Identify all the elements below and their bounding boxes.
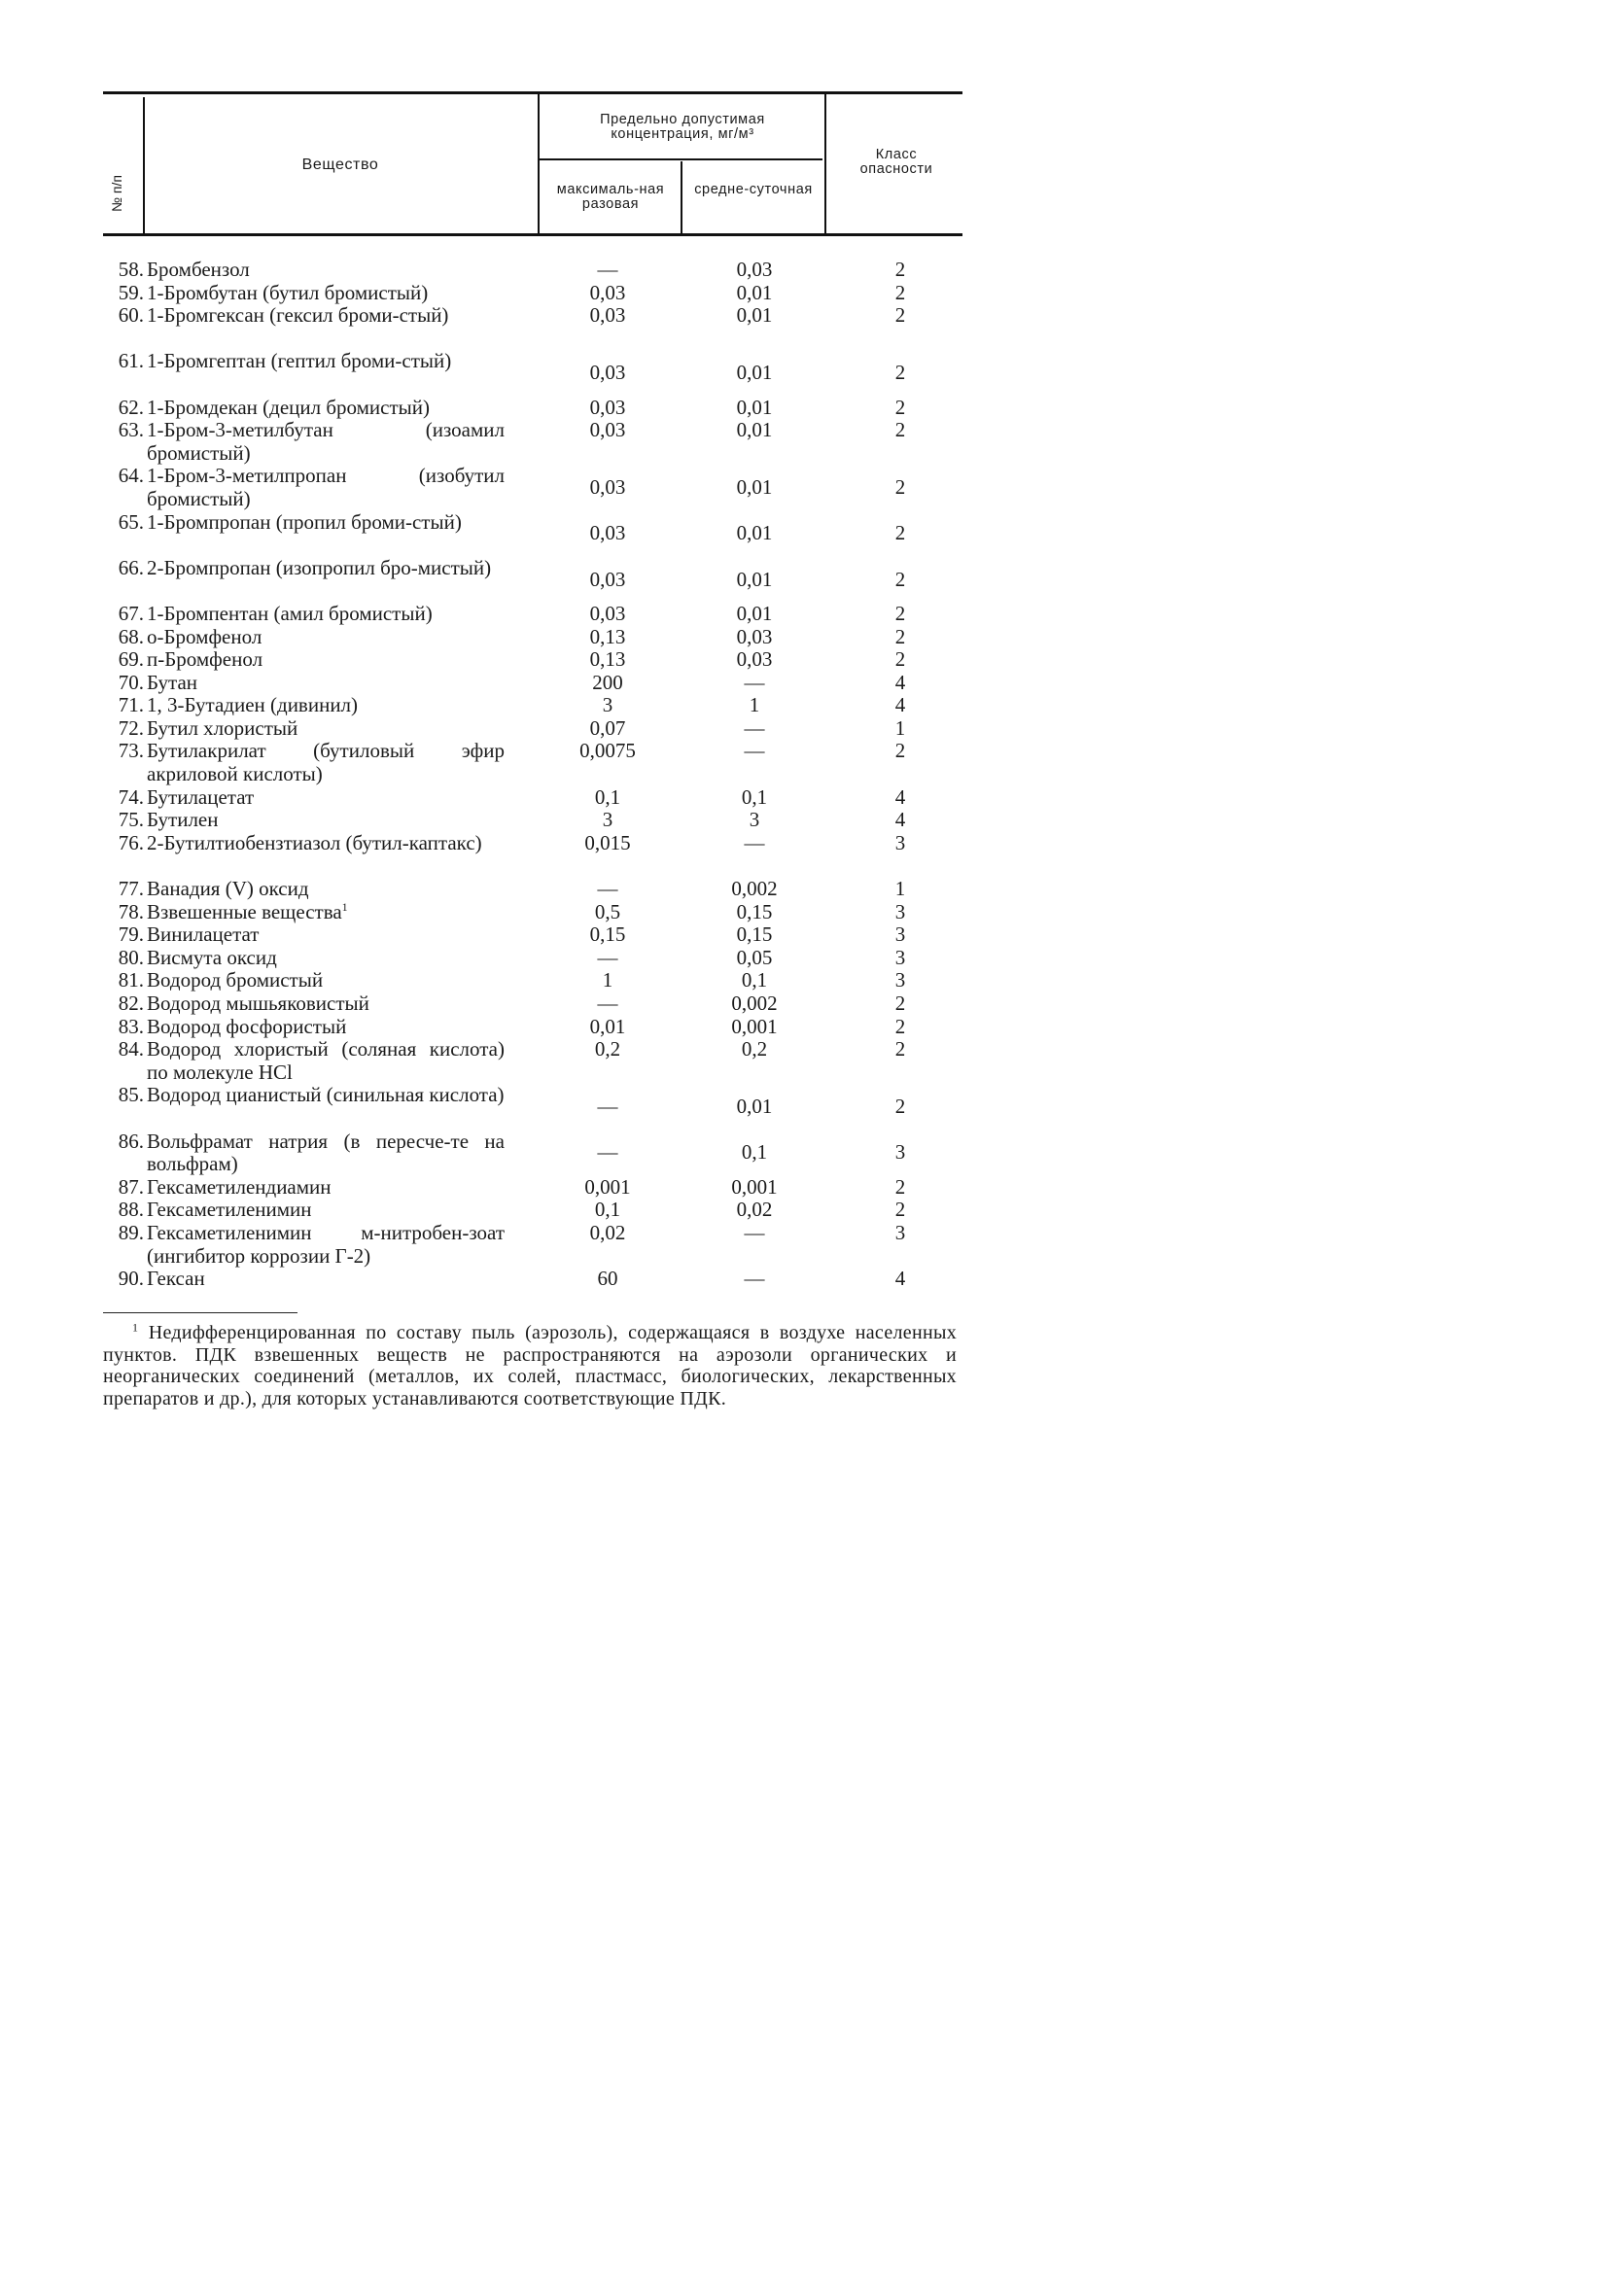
table-row [0, 786, 1073, 810]
row-number: 65. [118, 509, 144, 534]
hazard-class: 2 [894, 1174, 906, 1199]
daily-average-value: — [744, 1267, 765, 1291]
substance-name: 2-Бромпропан (изопропил бро-мистый) [147, 555, 492, 579]
table-row [0, 259, 1073, 282]
row-number: 78. [118, 899, 144, 923]
substance-name: Бромбензол [147, 258, 250, 281]
table-row [0, 397, 1073, 420]
substance-name: Гексаметиленимин м-нитробен-зоат (ингибитор коррозии Г-2) [147, 1220, 505, 1268]
daily-average-value: 0,01 [736, 1095, 773, 1119]
hazard-class: 3 [894, 1220, 906, 1244]
row-number: 77. [118, 877, 144, 901]
daily-average-value: 0,02 [736, 1198, 773, 1222]
row-number: 83. [118, 1014, 144, 1038]
hazard-class: 3 [894, 830, 906, 854]
substance-name: Взвешенные вещества$^1$ [147, 899, 348, 923]
header-col-class: Класс опасности [859, 147, 933, 177]
daily-average-value: 0,01 [736, 395, 773, 419]
row-number: 79. [118, 922, 144, 947]
daily-average-value: 0,001 [731, 1174, 778, 1199]
hazard-class: 2 [894, 647, 906, 672]
row-number: 80. [118, 945, 144, 969]
max-single-value: — [597, 877, 618, 901]
daily-average-value: — [744, 670, 765, 694]
hazard-class: 2 [894, 1095, 906, 1119]
footnote-text: Недифференцированная по составу пыль (аэрозоль), содержащаяся в воздухе населенных пунктов. ПДК взвешенных веществ не распространяются на аэрозоли органических и неорганических соединений (металлов, их солей, пластмасс, биологических, лекарственных препаратов и др.), для которых устанавливаются соответствующие ПДК. [103, 1322, 957, 1409]
max-single-value: — [597, 991, 618, 1015]
max-single-value: 0,03 [589, 303, 626, 328]
substance-name: Вольфрамат натрия (в пересче-те на вольфрам) [147, 1129, 505, 1176]
daily-average-value: 0,002 [731, 991, 778, 1015]
substance-name: Гексан [147, 1267, 205, 1291]
table-row [0, 717, 1073, 741]
hazard-class: 4 [894, 784, 906, 809]
header-col-pdk: Предельно допустимая концентрация, мг/м³ [600, 112, 765, 142]
substance-name: Винилацетат [147, 922, 260, 947]
substance-name: 1-Бромгептан (гептил броми-стый) [147, 349, 452, 373]
row-number: 66. [118, 555, 144, 579]
max-single-value: 3 [602, 693, 613, 717]
row-number: 88. [118, 1198, 144, 1222]
row-number: 86. [118, 1129, 144, 1153]
hazard-class: 2 [894, 258, 906, 281]
daily-average-value: 0,15 [736, 899, 773, 923]
max-single-value: 0,01 [589, 1014, 626, 1038]
substance-name: п-Бромфенол [147, 647, 263, 672]
table-row [0, 1131, 1073, 1176]
row-number: 60. [118, 303, 144, 328]
hazard-class: 4 [894, 808, 906, 832]
max-single-value: — [597, 1140, 618, 1165]
row-number: 72. [118, 715, 144, 740]
substance-name: Водород фосфористый [147, 1014, 347, 1038]
table-row [0, 878, 1073, 901]
table-row [0, 1222, 1073, 1268]
max-single-value: 0,03 [589, 521, 626, 545]
hazard-class: 4 [894, 1267, 906, 1291]
footnote-rule [103, 1312, 297, 1313]
hazard-class: 4 [894, 693, 906, 717]
daily-average-value: 0,03 [736, 647, 773, 672]
header-divider-no [143, 97, 145, 233]
max-single-value: — [597, 1095, 618, 1119]
table-top-rule [103, 91, 962, 94]
header-divider-max [681, 161, 682, 233]
row-number: 71. [118, 693, 144, 717]
table-row [0, 1176, 1073, 1200]
table-row [0, 672, 1073, 695]
hazard-class: 2 [894, 418, 906, 442]
max-single-value: 0,13 [589, 624, 626, 648]
substance-name: Водород мышьяковистый [147, 991, 369, 1015]
table-row [0, 648, 1073, 672]
max-single-value: 0,1 [594, 1198, 621, 1222]
max-single-value: 0,13 [589, 647, 626, 672]
hazard-class: 2 [894, 739, 906, 763]
row-number: 89. [118, 1220, 144, 1244]
row-number: 63. [118, 418, 144, 442]
row-number: 74. [118, 784, 144, 809]
row-number: 64. [118, 464, 144, 488]
header-col-max: максималь-ная разовая [556, 182, 665, 212]
substance-name: Водород хлористый (соляная кислота) по молекуле HCl [147, 1037, 505, 1084]
daily-average-value: 0,01 [736, 303, 773, 328]
hazard-class: 2 [894, 991, 906, 1015]
hazard-class: 2 [894, 303, 906, 328]
daily-average-value: 0,01 [736, 418, 773, 442]
daily-average-value: — [744, 739, 765, 763]
daily-average-value: 0,1 [741, 1140, 768, 1165]
hazard-class: 4 [894, 670, 906, 694]
header-col-no: № п/п [109, 175, 124, 212]
hazard-class: 2 [894, 1037, 906, 1061]
table-row [0, 832, 1073, 878]
table-row [0, 419, 1073, 465]
header-divider-substance [538, 94, 540, 233]
max-single-value: 0,001 [584, 1174, 631, 1199]
row-number: 76. [118, 830, 144, 854]
table-row [0, 603, 1073, 626]
substance-name: Гексаметиленимин [147, 1198, 312, 1222]
max-single-value: 60 [597, 1267, 618, 1291]
table-row [0, 465, 1073, 510]
hazard-class: 3 [894, 945, 906, 969]
row-number: 59. [118, 280, 144, 304]
max-single-value: 0,15 [589, 922, 626, 947]
table-row [0, 969, 1073, 992]
substance-name: Бутан [147, 670, 198, 694]
row-number: 85. [118, 1083, 144, 1107]
substance-name: 1, 3-Бутадиен (дивинил) [147, 693, 359, 717]
header-col-substance: Вещество [301, 157, 379, 173]
max-single-value: 0,2 [594, 1037, 621, 1061]
row-number: 81. [118, 968, 144, 992]
substance-name: Висмута оксид [147, 945, 277, 969]
substance-name: 1-Бромгексан (гексил броми-стый) [147, 303, 449, 328]
header-pdk-underline [540, 158, 822, 160]
max-single-value: 0,03 [589, 567, 626, 591]
daily-average-value: — [744, 830, 765, 854]
hazard-class: 3 [894, 922, 906, 947]
table-body [0, 259, 1073, 1291]
hazard-class: 1 [894, 715, 906, 740]
table-row [0, 304, 1073, 350]
row-number: 61. [118, 349, 144, 373]
max-single-value: 0,07 [589, 715, 626, 740]
substance-name: Водород цианистый (синильная кислота) [147, 1083, 505, 1107]
hazard-class: 2 [894, 521, 906, 545]
row-number: 75. [118, 808, 144, 832]
substance-name: Бутилакрилат (бутиловый эфир акриловой кислоты) [147, 739, 505, 786]
daily-average-value: 0,01 [736, 280, 773, 304]
table-header-bottom-rule [103, 233, 962, 236]
table-row [0, 740, 1073, 785]
max-single-value: 0,03 [589, 475, 626, 500]
daily-average-value: 1 [749, 693, 760, 717]
row-number: 87. [118, 1174, 144, 1199]
row-number: 70. [118, 670, 144, 694]
table-row [0, 694, 1073, 717]
footnote [103, 1322, 957, 1409]
daily-average-value: 0,1 [741, 784, 768, 809]
daily-average-value: 0,002 [731, 877, 778, 901]
substance-name: Водород бромистый [147, 968, 324, 992]
row-number: 90. [118, 1267, 144, 1291]
substance-name: о-Бромфенол [147, 624, 262, 648]
table-row [0, 282, 1073, 305]
daily-average-value: — [744, 715, 765, 740]
daily-average-value: 0,15 [736, 922, 773, 947]
max-single-value: 1 [602, 968, 613, 992]
row-number: 58. [118, 258, 144, 281]
daily-average-value: 0,01 [736, 567, 773, 591]
row-number: 62. [118, 395, 144, 419]
hazard-class: 3 [894, 899, 906, 923]
daily-average-value: 0,01 [736, 361, 773, 385]
substance-name: 1-Бромпентан (амил бромистый) [147, 601, 433, 625]
substance-name: Гексаметилендиамин [147, 1174, 332, 1199]
row-number: 84. [118, 1037, 144, 1061]
max-single-value: 0,03 [589, 395, 626, 419]
max-single-value: 0,02 [589, 1220, 626, 1244]
header-col-avg: средне-суточная [694, 182, 813, 197]
hazard-class: 2 [894, 475, 906, 500]
substance-name: 1-Бромпропан (пропил броми-стый) [147, 509, 462, 534]
table-row [0, 923, 1073, 947]
hazard-class: 2 [894, 624, 906, 648]
substance-name: 1-Бром-3-метилпропан (изобутил бромистый) [147, 464, 505, 510]
hazard-class: 2 [894, 601, 906, 625]
hazard-class: 2 [894, 567, 906, 591]
max-single-value: 0,0075 [579, 739, 636, 763]
row-number: 68. [118, 624, 144, 648]
table-row [0, 947, 1073, 970]
max-single-value: 0,03 [589, 361, 626, 385]
table-row [0, 809, 1073, 832]
footnote-ref: 1 [341, 899, 348, 914]
header-divider-pdk [824, 94, 826, 233]
max-single-value: 0,5 [594, 899, 621, 923]
substance-name: Бутил хлористый [147, 715, 298, 740]
table-row [0, 1199, 1073, 1222]
substance-name: 1-Бром-3-метилбутан (изоамил бромистый) [147, 418, 505, 465]
daily-average-value: 0,03 [736, 258, 773, 281]
substance-name: 1-Бромбутан (бутил бромистый) [147, 280, 429, 304]
hazard-class: 2 [894, 361, 906, 385]
table-row [0, 1038, 1073, 1084]
daily-average-value: 0,001 [731, 1014, 778, 1038]
row-number: 67. [118, 601, 144, 625]
table-row [0, 992, 1073, 1016]
substance-name: 1-Бромдекан (децил бромистый) [147, 395, 430, 419]
max-single-value: 0,015 [584, 830, 631, 854]
max-single-value: 0,03 [589, 601, 626, 625]
hazard-class: 2 [894, 1198, 906, 1222]
substance-name: Ванадия (V) оксид [147, 877, 309, 901]
table-row [0, 350, 1073, 396]
max-single-value: 200 [592, 670, 623, 694]
daily-average-value: 0,1 [741, 968, 768, 992]
daily-average-value: 0,05 [736, 945, 773, 969]
daily-average-value: 0,03 [736, 624, 773, 648]
max-single-value: 0,03 [589, 418, 626, 442]
row-number: 73. [118, 739, 144, 763]
max-single-value: — [597, 945, 618, 969]
table-row [0, 511, 1073, 557]
row-number: 82. [118, 991, 144, 1015]
max-single-value: — [597, 258, 618, 281]
hazard-class: 3 [894, 1140, 906, 1165]
hazard-class: 2 [894, 280, 906, 304]
hazard-class: 2 [894, 1014, 906, 1038]
hazard-class: 2 [894, 395, 906, 419]
max-single-value: 0,1 [594, 784, 621, 809]
daily-average-value: 0,01 [736, 475, 773, 500]
row-number: 69. [118, 647, 144, 672]
substance-name: 2-Бутилтиобензтиазол (бутил-каптакс) [147, 830, 482, 854]
daily-average-value: 0,01 [736, 601, 773, 625]
hazard-class: 3 [894, 968, 906, 992]
daily-average-value: 0,01 [736, 521, 773, 545]
daily-average-value: 3 [749, 808, 760, 832]
table-row [0, 1016, 1073, 1039]
substance-name: Бутилацетат [147, 784, 255, 809]
substance-name: Бутилен [147, 808, 219, 832]
max-single-value: 0,03 [589, 280, 626, 304]
table-row [0, 901, 1073, 924]
table-row [0, 626, 1073, 649]
table-row [0, 557, 1073, 603]
daily-average-value: — [744, 1220, 765, 1244]
table-row [0, 1084, 1073, 1130]
daily-average-value: 0,2 [741, 1037, 768, 1061]
table-row [0, 1268, 1073, 1291]
max-single-value: 3 [602, 808, 613, 832]
hazard-class: 1 [894, 877, 906, 901]
footnote-marker: 1 [132, 1320, 139, 1335]
